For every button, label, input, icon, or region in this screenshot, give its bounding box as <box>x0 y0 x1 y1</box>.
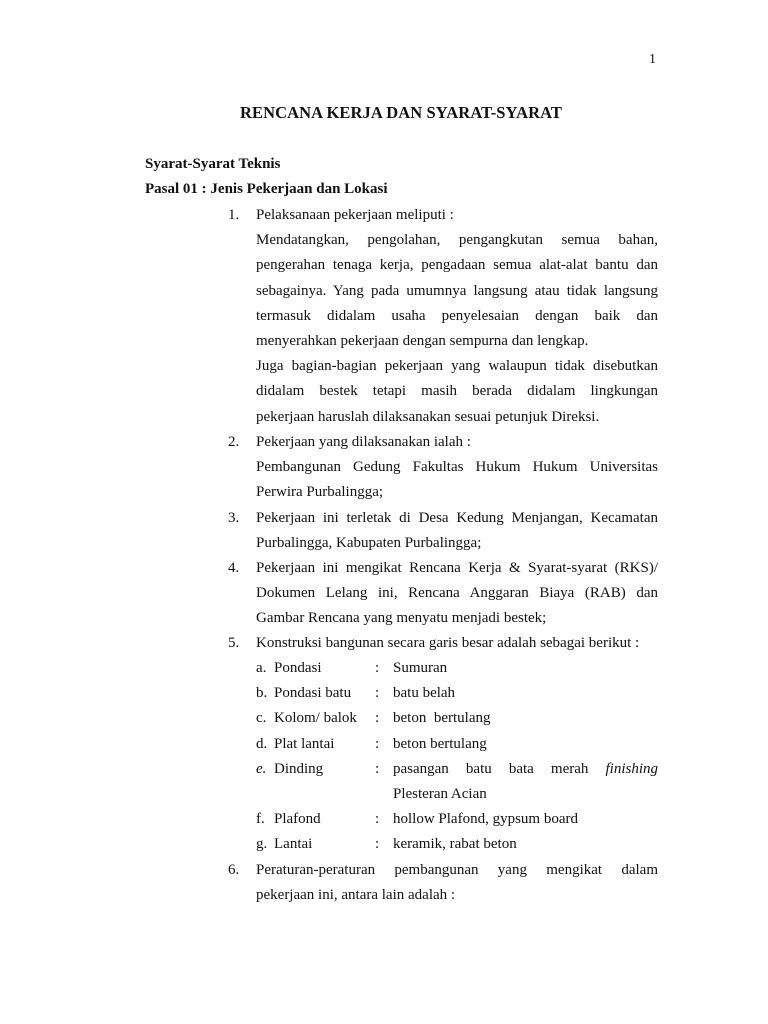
item-2-block <box>256 430 658 506</box>
construction-colon: : <box>375 685 380 701</box>
item-number-5: 5. <box>228 635 240 651</box>
article-heading: Pasal 01 : Jenis Pekerjaan dan Lokasi <box>145 181 388 197</box>
item-number-4: 4. <box>228 560 240 576</box>
item-3-block <box>256 506 658 556</box>
construction-value-word: batu <box>465 761 492 777</box>
construction-item: Pondasi batu <box>274 685 352 701</box>
construction-letter: f. <box>256 811 265 827</box>
construction-colon: : <box>375 710 380 726</box>
construction-value-word: bata <box>508 761 534 777</box>
construction-item: Lantai <box>274 836 313 852</box>
item-number-1: 1. <box>228 207 240 223</box>
construction-letter: b. <box>256 685 268 701</box>
item-2-lead: Pekerjaan yang dilaksanakan ialah : <box>256 434 471 450</box>
construction-colon: : <box>375 761 380 777</box>
item-3-line: Pekerjaan ini terletak di Desa Kedung Menjangan, Kecamatan <box>256 510 658 526</box>
item-number-3: 3. <box>228 510 240 526</box>
construction-row <box>256 710 658 735</box>
construction-value: beton bertulang <box>393 710 491 726</box>
construction-row <box>256 685 658 710</box>
item-4-line: Pekerjaan ini mengikat Rencana Kerja & Syarat-syarat (RKS)/ <box>256 560 658 576</box>
item-6-block <box>256 858 658 908</box>
item-number-2: 2. <box>228 434 240 450</box>
construction-row <box>256 761 658 786</box>
construction-item: Dinding <box>274 761 324 777</box>
item-5-lead: Konstruksi bangunan secara garis besar adalah sebagai berikut : <box>256 635 640 651</box>
construction-value: beton bertulang <box>393 736 487 752</box>
item-1-para1-line: pengerahan tenaga kerja, pengadaan semua alat-alat bantu dan <box>256 257 658 274</box>
construction-row <box>256 811 658 836</box>
item-1-para1-line: menyerahkan pekerjaan dengan sempurna dan lengkap. <box>256 333 589 350</box>
item-number-6: 6. <box>228 862 240 878</box>
construction-value: keramik, rabat beton <box>393 836 517 852</box>
item-5-block <box>256 631 658 656</box>
item-1-para1-line: termasuk didalam usaha penyelesaian dengan baik dan <box>256 307 658 324</box>
construction-item: Pondasi <box>274 660 322 676</box>
construction-colon: : <box>375 836 380 852</box>
construction-value-italic: finishing <box>605 761 658 777</box>
construction-letter: g. <box>256 836 268 852</box>
construction-row <box>256 660 658 685</box>
item-1-lead: Pelaksanaan pekerjaan meliputi : <box>256 207 454 223</box>
construction-item: Plafond <box>274 811 321 827</box>
construction-colon: : <box>375 736 380 752</box>
item-4-block <box>256 556 658 632</box>
construction-letter: e. <box>256 761 267 777</box>
item-1-para2-line: didalam bestek tetapi masih berada didalam lingkungan <box>256 383 658 400</box>
construction-value-line2: Plesteran Acian <box>393 786 487 802</box>
item-3-line: Purbalingga, Kabupaten Purbalingga; <box>256 535 482 552</box>
construction-value: hollow Plafond, gypsum board <box>393 811 578 827</box>
construction-value-line1 <box>393 761 658 778</box>
item-4-line: Dokumen Lelang ini, Rencana Anggaran Biaya (RAB) dan <box>256 585 658 602</box>
item-2-line: Pembangunan Gedung Fakultas Hukum Hukum Universitas <box>256 459 658 476</box>
construction-value: Sumuran <box>393 660 448 676</box>
item-6-line: pekerjaan ini, antara lain adalah : <box>256 887 456 904</box>
item-1-para1-line: sebagainya. Yang pada umumnya langsung atau tidak langsung <box>256 282 658 299</box>
construction-item: Plat lantai <box>274 736 335 752</box>
item-6-line: Peraturan-peraturan pembangunan yang mengikat dalam <box>256 862 658 878</box>
document-title: RENCANA KERJA DAN SYARAT-SYARAT <box>239 103 562 122</box>
item-2-line: Perwira Purbalingga; <box>256 484 384 501</box>
construction-colon: : <box>375 811 380 827</box>
item-4-line: Gambar Rencana yang menyatu menjadi bestek; <box>256 610 547 627</box>
construction-letter: d. <box>256 736 268 752</box>
construction-value-word: pasangan <box>393 761 449 777</box>
item-1-para1-line: Mendatangkan, pengolahan, pengangkutan semua bahan, <box>256 232 658 249</box>
section-heading: Syarat-Syarat Teknis <box>145 156 281 172</box>
construction-item: Kolom/ balok <box>274 710 357 726</box>
construction-row-continuation <box>256 786 658 811</box>
construction-value: batu belah <box>393 685 456 701</box>
construction-letter: c. <box>256 710 267 726</box>
construction-letter: a. <box>256 660 267 676</box>
construction-row <box>256 736 658 761</box>
item-1-block <box>256 203 658 430</box>
construction-value-word: merah <box>550 761 589 777</box>
item-1-para2-line: Juga bagian-bagian pekerjaan yang walaupun tidak disebutkan <box>256 358 658 375</box>
item-1-para2-line: pekerjaan haruslah dilaksanakan sesuai petunjuk Direksi. <box>256 408 600 425</box>
construction-colon: : <box>375 660 380 676</box>
page-number: 1 <box>649 52 656 67</box>
